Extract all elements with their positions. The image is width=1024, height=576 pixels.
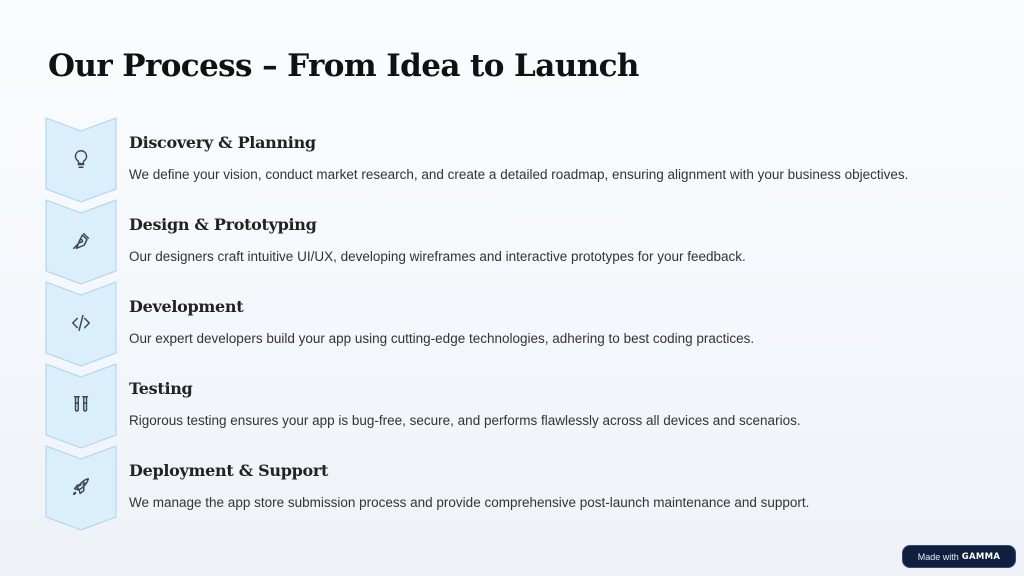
made-with-gamma-badge[interactable] xyxy=(902,545,1016,568)
step-description: Our designers craft intuitive UI/UX, developing wireframes and interactive prototypes for your feedback. xyxy=(129,249,746,264)
step-chevron xyxy=(46,282,116,366)
step-chevron xyxy=(46,364,116,448)
step-chevron xyxy=(46,446,116,530)
step-testing xyxy=(46,364,986,448)
rocket-icon xyxy=(70,476,92,498)
step-description: Our expert developers build your app using cutting-edge technologies, adhering to best coding practices. xyxy=(129,331,755,346)
step-chevron xyxy=(46,118,116,202)
step-description: We define your vision, conduct market research, and create a detailed roadmap, ensuring alignment with your business objectives. xyxy=(129,167,909,182)
step-description: We manage the app store submission process and provide comprehensive post-launch maintenance and support. xyxy=(129,495,810,510)
step-title: Design & Prototyping xyxy=(129,215,317,234)
step-discovery xyxy=(46,118,986,202)
step-title: Discovery & Planning xyxy=(129,133,316,152)
test-tubes-icon xyxy=(70,394,92,416)
gamma-logo: GAMMA xyxy=(961,551,1001,562)
step-description: Rigorous testing ensures your app is bug-free, secure, and performs flawlessly across all devices and scenarios. xyxy=(129,413,801,428)
step-title: Testing xyxy=(129,379,193,398)
page-title: Our Process – From Idea to Launch xyxy=(48,48,639,84)
badge-label: Made with xyxy=(917,551,959,562)
code-icon xyxy=(70,312,92,334)
step-design xyxy=(46,200,986,284)
pen-nib-icon xyxy=(70,230,92,252)
step-title: Deployment & Support xyxy=(129,461,329,480)
step-title: Development xyxy=(129,297,244,316)
step-deployment xyxy=(46,446,986,530)
lightbulb-icon xyxy=(70,148,92,170)
step-development xyxy=(46,282,986,366)
step-chevron xyxy=(46,200,116,284)
